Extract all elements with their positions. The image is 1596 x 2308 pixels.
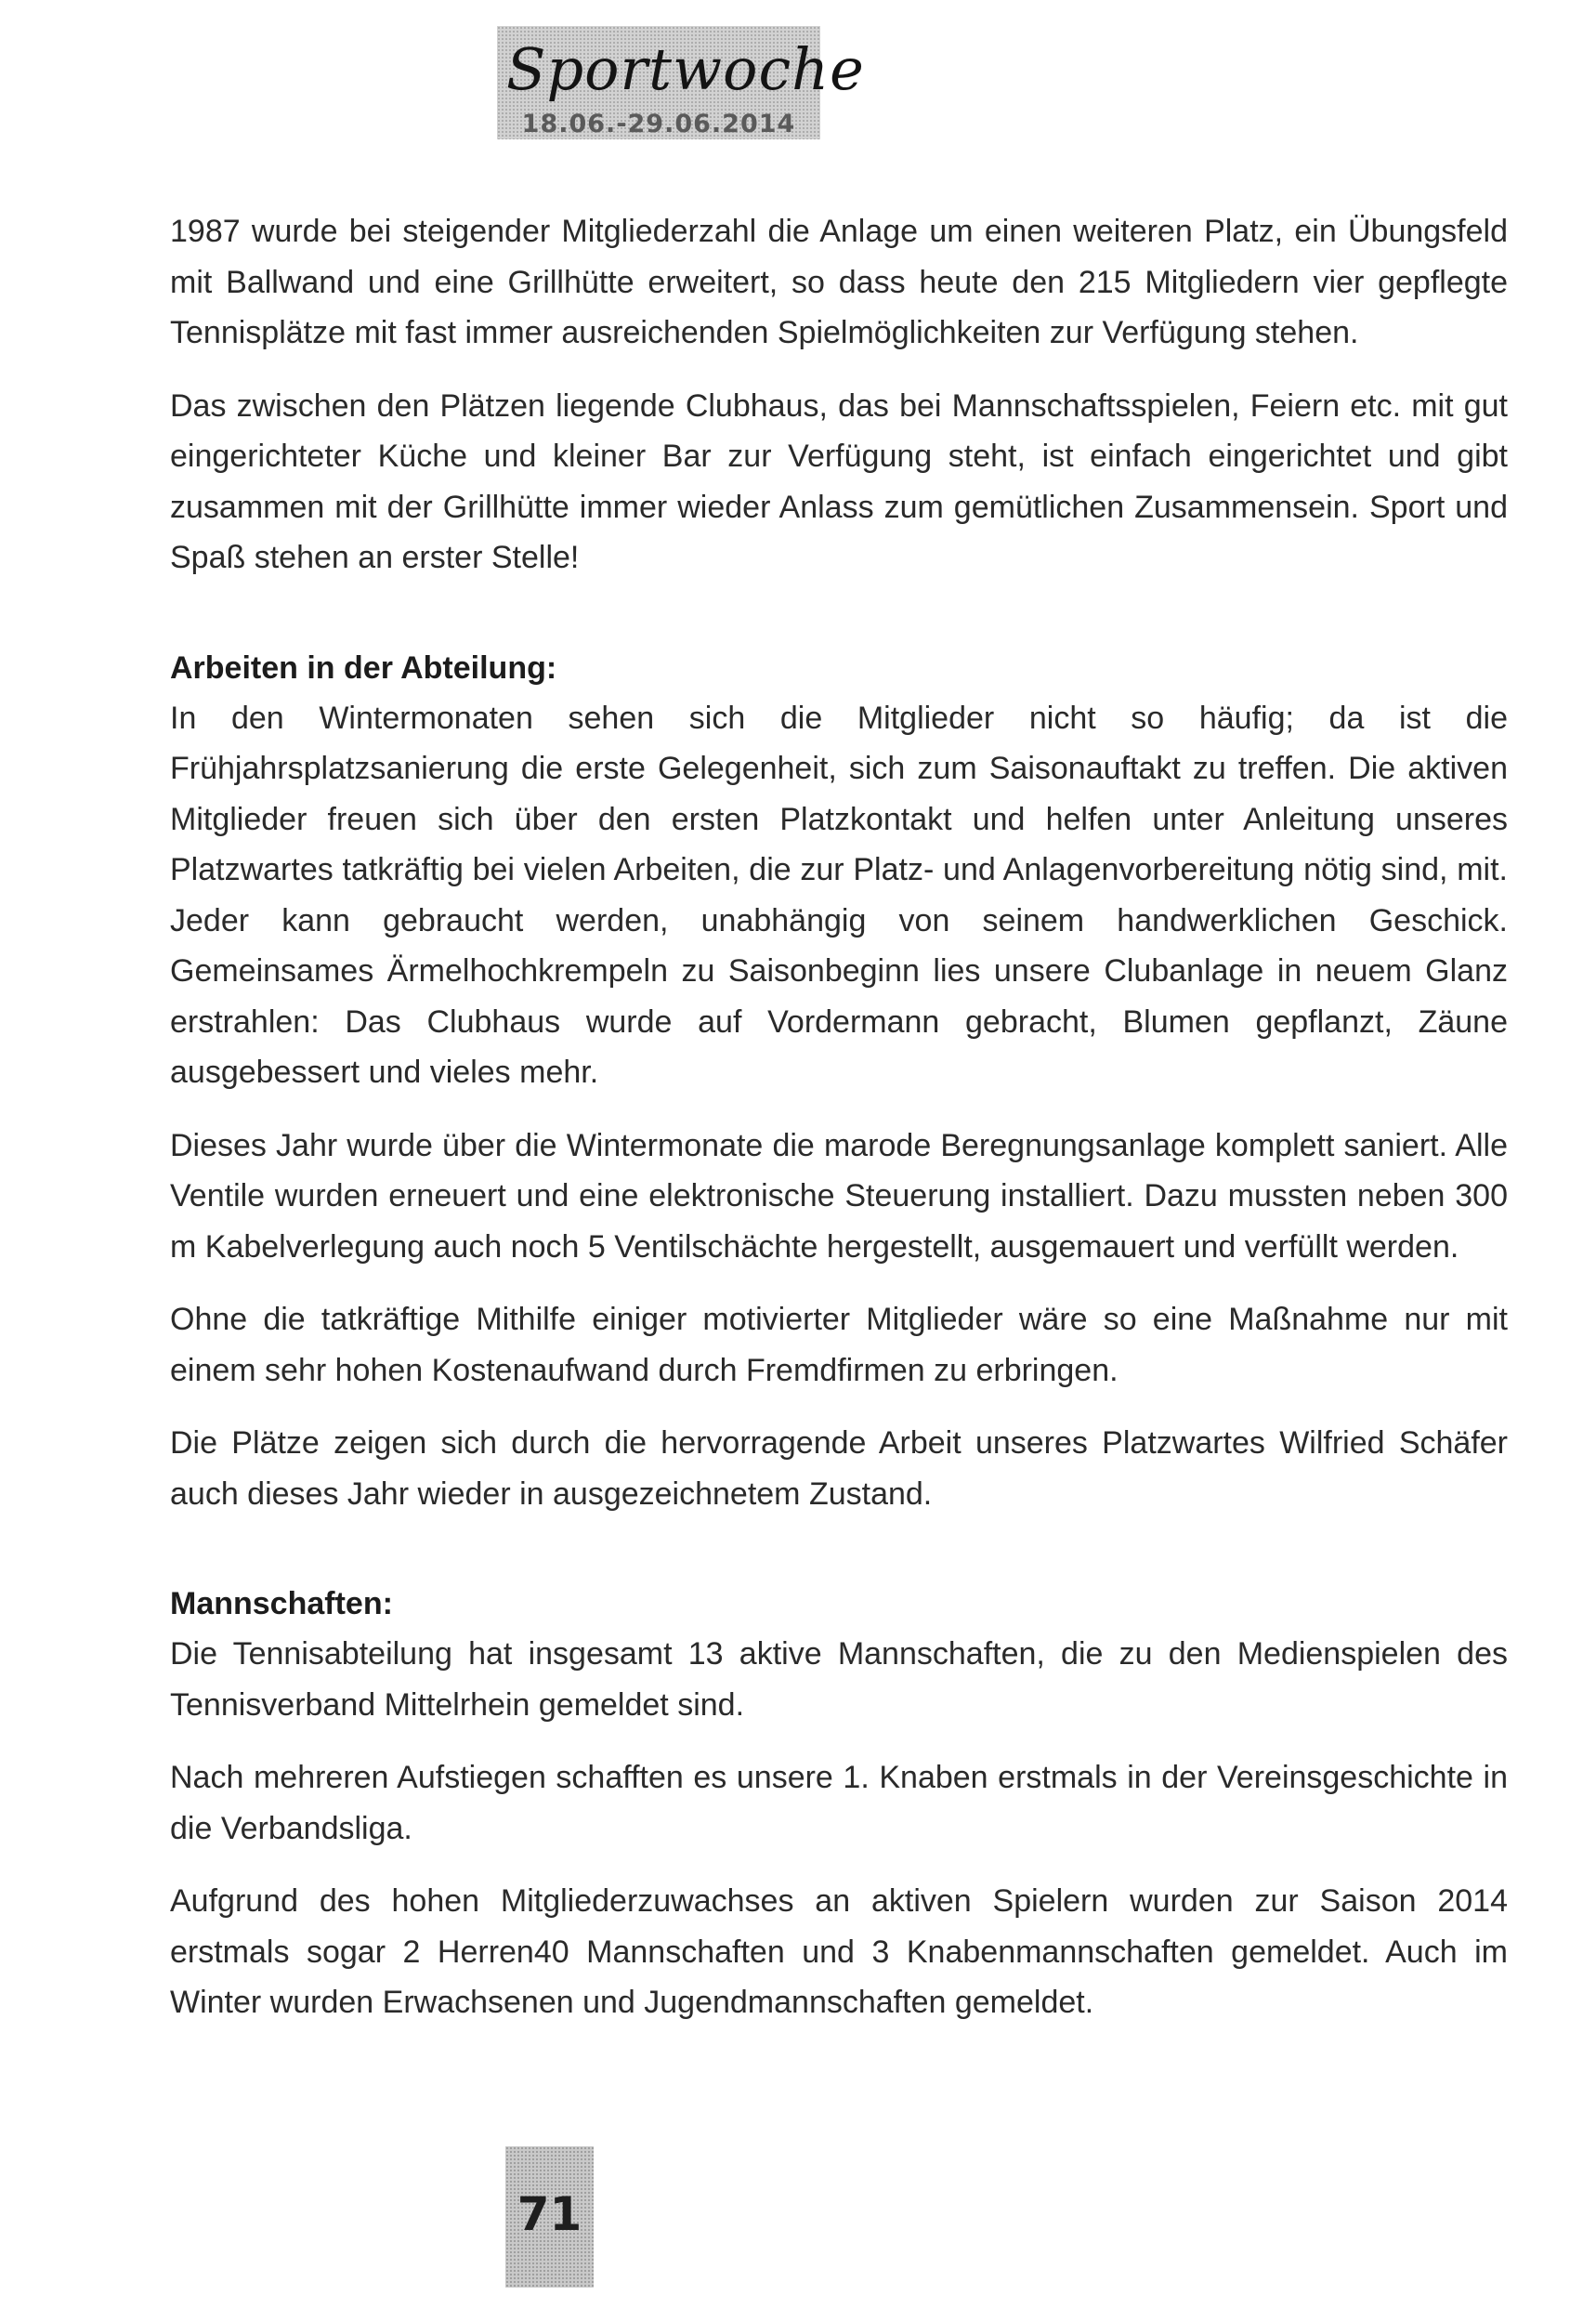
paragraph-promotion: Nach mehreren Aufstiegen schafften es unsere 1. Knaben erstmals in der Vereinsgeschichte in die Verbandsliga. xyxy=(170,1760,1508,1846)
paragraph-clubhouse: Das zwischen den Plätzen liegende Clubhaus, das bei Mannschaftsspielen, Feiern etc. mit gut eingerichteter Küche und kleiner Bar zur Verfügung steht, ist einfach eingerichtet und gibt zusammen mit der Grillhütte immer wieder Anlass zum gemütlichen Zusammensein. Sport und Spaß stehen an erster Stelle! xyxy=(170,387,1508,575)
masthead xyxy=(497,26,865,139)
paragraph-court-condition: Die Plätze zeigen sich durch die hervorragende Arbeit unseres Platzwartes Wilfried Schäfer auch dieses Jahr wieder in ausgezeichnetem Zustand. xyxy=(170,1425,1508,1512)
heading-arbeiten: Arbeiten in der Abteilung: xyxy=(170,649,557,686)
paragraph-spring-work: In den Wintermonaten sehen sich die Mitglieder nicht so häufig; da ist die Frühjahrsplatzsanierung die erste Gelegenheit, sich zum Saisonauftakt zu treffen. Die aktiven Mitglieder freuen sich über den ersten Platzkontakt und helfen unter Anleitung unseres Platzwartes tatkräftig bei vielen Arbeiten, die zur Platz- und Anlagenvorbereitung nötig sind, mit. Jeder kann gebraucht werden, unabhängig von seinem handwerklichen Geschick. Gemeinsames Ärmelhochkrempeln zu Saisonbeginn lies unsere Clubanlage in neuem Glanz erstrahlen: Das Clubhaus wurde auf Vordermann gebracht, Blumen gepflanzt, Zäune ausgebessert und vieles mehr. xyxy=(170,700,1508,1090)
page-number: 71 xyxy=(517,2187,582,2241)
heading-mannschaften: Mannschaften: xyxy=(170,1586,393,1621)
paragraph-member-help: Ohne die tatkräftige Mithilfe einiger motivierter Mitglieder wäre so eine Maßnahme nur mit einem sehr hohen Kostenaufwand durch Fremdfirmen zu erbringen. xyxy=(170,1302,1508,1388)
paragraph-teams: Die Tennisabteilung hat insgesamt 13 aktive Mannschaften, die zu den Medienspielen des Tennisverband Mittelrhein gemeldet sind. xyxy=(170,1636,1508,1723)
paragraph-history: 1987 wurde bei steigender Mitgliederzahl die Anlage um einen weiteren Platz, ein Übungsfeld mit Ballwand und eine Grillhütte erweitert, so dass heute den 215 Mitgliedern vier gepflegte Tennisplätze mit fast immer ausreichenden Spielmöglichkeiten zur Verfügung stehen. xyxy=(170,214,1508,350)
paragraph-irrigation: Dieses Jahr wurde über die Wintermonate die marode Beregnungsanlage komplett saniert. Alle Ventile wurden erneuert und eine elektronische Steuerung installiert. Dazu mussten neben 300 m Kabelverlegung auch noch 5 Ventilschächte hergestellt, ausgemauert und verfüllt werden. xyxy=(170,1127,1508,1265)
paragraph-season-2014: Aufgrund des hohen Mitgliederzuwachses an aktiven Spielern wurden zur Saison 2014 erstmals sogar 2 Herren40 Mannschaften und 3 Knabenmannschaften gemeldet. Auch im Winter wurden Erwachsenen und Jugendmannschaften gemeldet. xyxy=(170,1883,1508,2020)
date-range: 18.06.-29.06.2014 xyxy=(521,110,796,138)
sportwoche-logo: Sportwoche xyxy=(506,35,865,103)
page-number-box xyxy=(505,2146,594,2288)
article-body xyxy=(170,206,1508,2051)
